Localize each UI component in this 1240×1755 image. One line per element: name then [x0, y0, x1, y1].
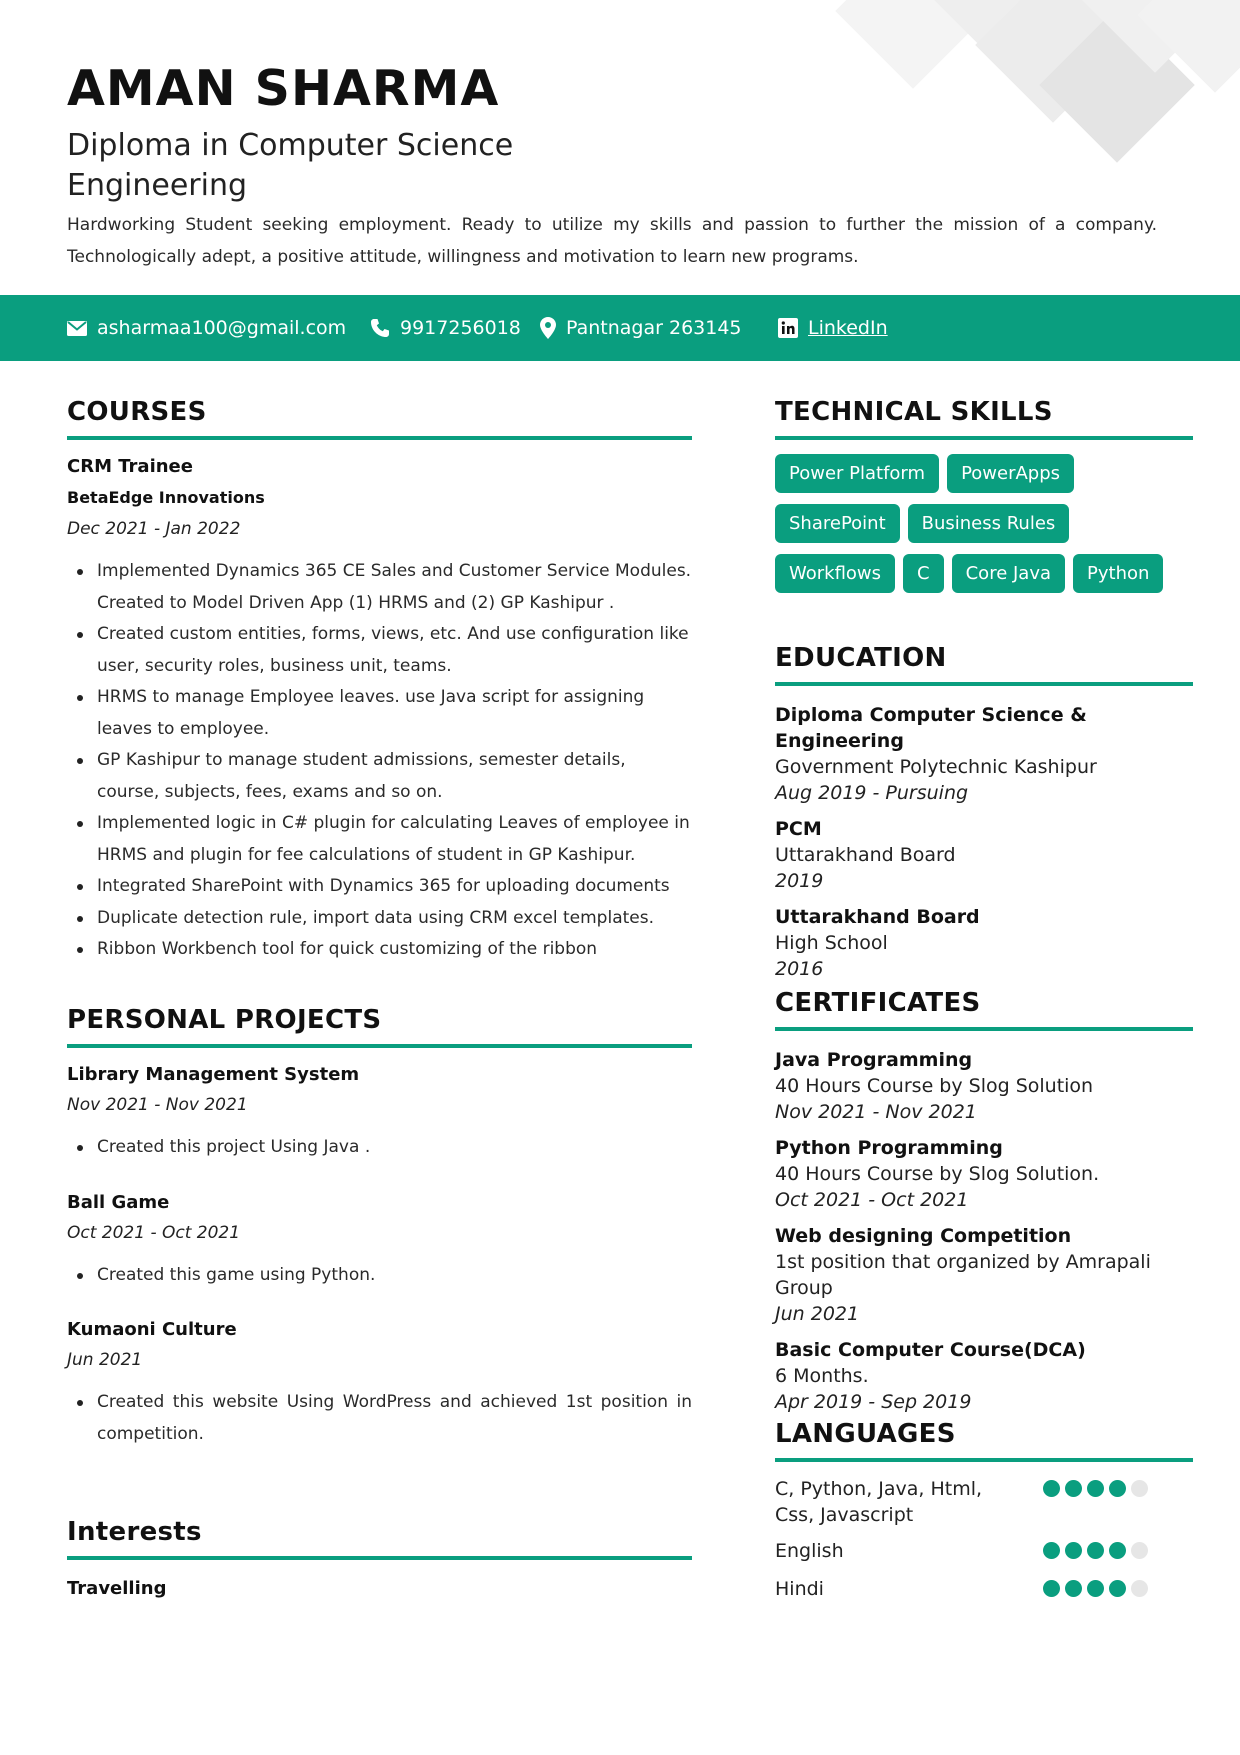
- certificate-date: Oct 2021 - Oct 2021: [775, 1189, 969, 1211]
- certificate-title: Java Programming: [775, 1049, 973, 1071]
- project-title: Kumaoni Culture: [67, 1319, 237, 1340]
- candidate-name: AMAN SHARMA: [67, 60, 500, 117]
- skill-tag: Workflows: [775, 554, 895, 593]
- rating-dot-filled: [1087, 1542, 1104, 1559]
- project-entry: [67, 1060, 692, 1164]
- linkedin-icon: [778, 318, 798, 338]
- certificate-title: Python Programming: [775, 1137, 1003, 1159]
- education-institution: Government Polytechnic Kashipur: [775, 756, 1097, 778]
- section-title-skills: TECHNICAL SKILLS: [775, 397, 1053, 427]
- certificate-description: 6 Months.: [775, 1365, 869, 1387]
- rating-dot-filled: [1065, 1542, 1082, 1559]
- certificate-date: Jun 2021: [775, 1303, 860, 1325]
- rating-dot-filled: [1043, 1542, 1060, 1559]
- rating-dot-filled: [1109, 1542, 1126, 1559]
- location-text: Pantnagar 263145: [566, 317, 742, 339]
- left-column: [67, 390, 692, 1599]
- interest-item: Travelling: [67, 1578, 167, 1599]
- skill-tag: Business Rules: [908, 504, 1070, 543]
- languages-section: [775, 1412, 1193, 1602]
- rating-dot-empty: [1131, 1580, 1148, 1597]
- rating-dot-empty: [1131, 1542, 1148, 1559]
- rating-dot-filled: [1109, 1480, 1126, 1497]
- education-date: Aug 2019 - Pursuing: [775, 782, 969, 804]
- contact-location: [540, 295, 742, 361]
- candidate-subtitle: Diploma in Computer Science Engineering: [67, 128, 514, 203]
- education-entry: [775, 702, 1193, 806]
- skill-tag: Python: [1073, 554, 1163, 593]
- list-item: Implemented logic in C# plugin for calculating Leaves of employee in HRMS and plugin for fee calculations of student in GP Kashipur.: [67, 808, 692, 871]
- right-column: [775, 390, 1193, 1600]
- section-divider: [67, 436, 692, 440]
- contact-bar: [0, 295, 1240, 361]
- project-bullets: [67, 1387, 692, 1450]
- project-date: Nov 2021 - Nov 2021: [67, 1095, 248, 1115]
- list-item: Integrated SharePoint with Dynamics 365 for uploading documents: [67, 871, 692, 903]
- email-text: asharmaa100@gmail.com: [97, 317, 347, 339]
- language-rating: [1043, 1580, 1148, 1597]
- certificate-entry: [775, 1135, 1193, 1213]
- certificate-date: Nov 2021 - Nov 2021: [775, 1101, 977, 1123]
- certificate-description: 40 Hours Course by Slog Solution.: [775, 1163, 1100, 1185]
- phone-icon: [370, 318, 390, 338]
- section-title-languages: LANGUAGES: [775, 1419, 956, 1449]
- resume-header: [67, 58, 1157, 273]
- list-item: HRMS to manage Employee leaves. use Java script for assigning leaves to employee.: [67, 682, 692, 745]
- certificates-section: [775, 981, 1193, 1415]
- rating-dot-filled: [1065, 1580, 1082, 1597]
- project-entry: [67, 1315, 692, 1450]
- course-title: CRM Trainee: [67, 456, 193, 477]
- list-item: Created this project Using Java .: [67, 1132, 692, 1164]
- rating-dot-filled: [1087, 1580, 1104, 1597]
- section-divider: [775, 1458, 1193, 1462]
- education-date: 2019: [775, 870, 824, 892]
- section-divider: [67, 1556, 692, 1560]
- education-institution: High School: [775, 932, 888, 954]
- language-name: Hindi: [775, 1578, 824, 1600]
- course-bullets: [67, 556, 692, 966]
- education-degree: PCM: [775, 818, 822, 840]
- location-pin-icon: [540, 317, 556, 339]
- rating-dot-filled: [1043, 1580, 1060, 1597]
- skill-tag: C: [903, 554, 944, 593]
- skill-tag: Core Java: [952, 554, 1065, 593]
- contact-email[interactable]: [67, 295, 346, 361]
- list-item: Duplicate detection rule, import data using CRM excel templates.: [67, 903, 692, 935]
- list-item: GP Kashipur to manage student admissions, semester details, course, subjects, fees, exams and so on.: [67, 745, 692, 808]
- project-title: Library Management System: [67, 1064, 360, 1085]
- section-title-education: EDUCATION: [775, 643, 947, 673]
- project-date: Jun 2021: [67, 1350, 143, 1370]
- certificate-entry: [775, 1337, 1193, 1415]
- section-divider: [67, 1044, 692, 1048]
- education-section: [775, 636, 1193, 982]
- language-row: [775, 1538, 1193, 1564]
- list-item: Created this website Using WordPress and achieved 1st position in competition.: [67, 1387, 692, 1450]
- certificate-description: 40 Hours Course by Slog Solution: [775, 1075, 1094, 1097]
- project-title: Ball Game: [67, 1191, 170, 1213]
- certificate-title: Basic Computer Course(DCA): [775, 1339, 1086, 1361]
- course-organization: BetaEdge Innovations: [67, 488, 265, 507]
- education-date: 2016: [775, 958, 824, 980]
- section-title-projects: PERSONAL PROJECTS: [67, 1005, 382, 1035]
- language-name: English: [775, 1540, 844, 1562]
- list-item: Created this game using Python.: [67, 1260, 692, 1292]
- project-entry: [67, 1188, 692, 1292]
- education-degree: Diploma Computer Science & Engineering: [775, 704, 1087, 752]
- rating-dot-filled: [1065, 1480, 1082, 1497]
- list-item: Implemented Dynamics 365 CE Sales and Customer Service Modules. Created to Model Driven App (1) HRMS and (2) GP Kashipur .: [67, 556, 692, 619]
- language-row: [775, 1476, 1193, 1528]
- certificate-title: Web designing Competition: [775, 1225, 1072, 1247]
- projects-section: [67, 998, 692, 1450]
- certificate-description: 1st position that organized by Amrapali Group: [775, 1251, 1151, 1299]
- section-title-courses: COURSES: [67, 397, 207, 427]
- skills-section: [775, 390, 1193, 593]
- list-item: Created custom entities, forms, views, etc. And use configuration like user, security roles, business unit, teams.: [67, 619, 692, 682]
- skill-tag: PowerApps: [947, 454, 1074, 493]
- language-rating: [1043, 1542, 1148, 1559]
- section-title-certificates: CERTIFICATES: [775, 988, 981, 1018]
- section-title-interests: Interests: [67, 1517, 202, 1547]
- profile-summary: Hardworking Student seeking employment. Ready to utilize my skills and passion to further the mission of a company. Technologically adept, a positive attitude, willingness and motivation to learn new programs.: [67, 215, 1157, 267]
- section-divider: [775, 1027, 1193, 1031]
- phone-text: 9917256018: [400, 317, 521, 339]
- section-divider: [775, 682, 1193, 686]
- courses-section: [67, 390, 692, 966]
- course-date: Dec 2021 - Jan 2022: [67, 519, 241, 539]
- language-row: [775, 1576, 1193, 1602]
- certificate-entry: [775, 1047, 1193, 1125]
- list-item: Ribbon Workbench tool for quick customizing of the ribbon: [67, 934, 692, 966]
- rating-dot-filled: [1043, 1480, 1060, 1497]
- contact-linkedin[interactable]: [778, 295, 888, 361]
- skill-tag: Power Platform: [775, 454, 939, 493]
- education-degree: Uttarakhand Board: [775, 906, 980, 928]
- contact-phone[interactable]: [370, 295, 521, 361]
- linkedin-link[interactable]: LinkedIn: [808, 317, 888, 339]
- interests-section: [67, 1510, 692, 1604]
- education-institution: Uttarakhand Board: [775, 844, 956, 866]
- certificate-entry: [775, 1223, 1193, 1327]
- section-divider: [775, 436, 1193, 440]
- project-bullets: [67, 1260, 692, 1292]
- rating-dot-filled: [1087, 1480, 1104, 1497]
- education-entry: [775, 904, 1193, 982]
- language-rating: [1043, 1480, 1148, 1497]
- envelope-icon: [67, 321, 87, 336]
- skill-tag: SharePoint: [775, 504, 900, 543]
- language-name: C, Python, Java, Html, Css, Javascript: [775, 1478, 983, 1526]
- project-bullets: [67, 1132, 692, 1164]
- education-entry: [775, 816, 1193, 894]
- rating-dot-empty: [1131, 1480, 1148, 1497]
- rating-dot-filled: [1109, 1580, 1126, 1597]
- certificate-date: Apr 2019 - Sep 2019: [775, 1391, 972, 1413]
- project-date: Oct 2021 - Oct 2021: [67, 1222, 241, 1243]
- skill-tags: [775, 454, 1193, 593]
